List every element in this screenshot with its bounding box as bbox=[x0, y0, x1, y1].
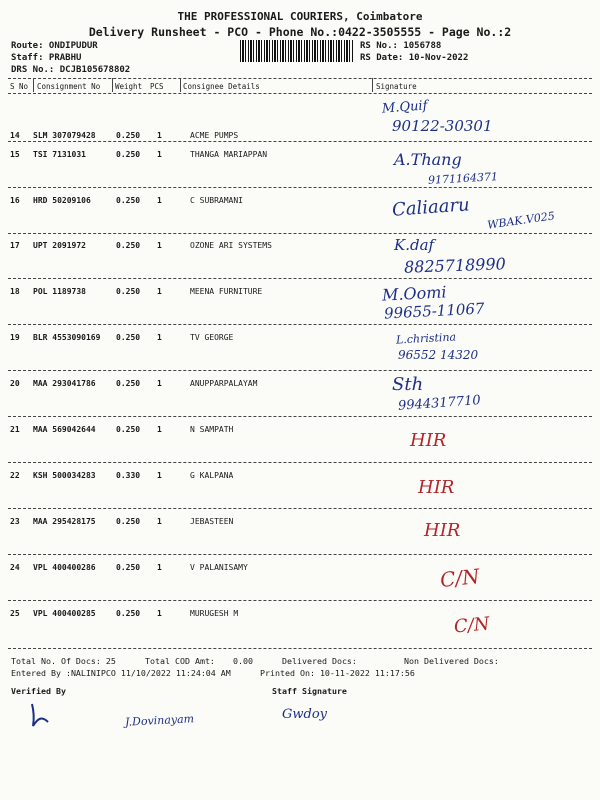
row-pcs: 1 bbox=[157, 131, 162, 140]
row-consignment: VPL 400400286 bbox=[33, 563, 96, 572]
verifier-signature: J.Dovinayam bbox=[124, 712, 195, 729]
document-subtitle: Delivery Runsheet - PCO - Phone No.:0422-3505555 - Page No.:2 bbox=[88, 25, 512, 39]
row-22-remark: HIR bbox=[418, 477, 455, 498]
table-row bbox=[0, 563, 600, 609]
row-consignee: V PALANISAMY bbox=[190, 563, 248, 572]
row-sno: 18 bbox=[10, 287, 20, 296]
row-pcs: 1 bbox=[157, 425, 162, 434]
document-title: THE PROFESSIONAL COURIERS, Coimbatore bbox=[177, 10, 423, 23]
row-14-signature: M.Quif bbox=[381, 98, 428, 117]
row-consignee: THANGA MARIAPPAN bbox=[190, 150, 268, 159]
staff-label: Staff: PRABHU bbox=[11, 53, 82, 63]
row-pcs: 1 bbox=[157, 333, 162, 342]
row-sno: 15 bbox=[10, 150, 20, 159]
row-16-phone: WBAK.V025 bbox=[486, 209, 556, 232]
row-18-signature: M.Oomi bbox=[381, 282, 447, 305]
entered-by: Entered By :NALINIPCO 11/10/2022 11:24:04 AM bbox=[11, 668, 231, 678]
row-sno: 16 bbox=[10, 196, 20, 205]
table-row bbox=[0, 517, 600, 563]
row-weight: 0.250 bbox=[116, 425, 141, 434]
col-signature: Signature bbox=[376, 82, 417, 91]
row-weight: 0.250 bbox=[116, 150, 141, 159]
row-sno: 23 bbox=[10, 517, 20, 526]
col-sno: S No bbox=[10, 82, 29, 91]
header-bottom-rule bbox=[8, 93, 592, 94]
cod-value: 0.00 bbox=[233, 656, 253, 666]
row-consignee: N SAMPATH bbox=[190, 425, 234, 434]
staff-signature-label: Staff Signature bbox=[272, 686, 347, 696]
row-sno: 21 bbox=[10, 425, 20, 434]
row-consignee: MURUGESH M bbox=[190, 609, 239, 618]
row-pcs: 1 bbox=[157, 287, 162, 296]
printed-on: Printed On: 10-11-2022 11:17:56 bbox=[260, 668, 415, 678]
row-consignee: ACME PUMPS bbox=[190, 131, 239, 140]
row-consignee: ANUPPARPALAYAM bbox=[190, 379, 258, 388]
row-weight: 0.250 bbox=[116, 241, 141, 250]
row-19-phone: 96552 14320 bbox=[398, 348, 479, 362]
rs-number: RS No.: 1056788 bbox=[360, 41, 442, 51]
row-pcs: 1 bbox=[157, 609, 162, 618]
row-sno: 14 bbox=[10, 131, 20, 140]
col-pcs: PCS bbox=[150, 82, 164, 91]
row-consignment: MAA 295428175 bbox=[33, 517, 96, 526]
row-consignment: VPL 400400285 bbox=[33, 609, 96, 618]
row-consignee: TV GEORGE bbox=[190, 333, 234, 342]
verified-by-label: Verified By bbox=[11, 686, 66, 696]
row-weight: 0.250 bbox=[116, 196, 141, 205]
row-20-phone: 9944317710 bbox=[397, 393, 482, 414]
delivered-docs: Delivered Docs: bbox=[282, 656, 357, 666]
verifier-initial-signature bbox=[26, 700, 56, 728]
row-weight: 0.250 bbox=[116, 287, 141, 296]
total-docs: Total No. Of Docs: 25 bbox=[11, 656, 116, 666]
table-row bbox=[0, 333, 600, 379]
row-consignment: KSH 500034283 bbox=[33, 471, 96, 480]
row-weight: 0.250 bbox=[116, 563, 141, 572]
row-sno: 24 bbox=[10, 563, 20, 572]
row-sno: 20 bbox=[10, 379, 20, 388]
row-weight: 0.250 bbox=[116, 609, 141, 618]
row-weight: 0.250 bbox=[116, 379, 141, 388]
row-consignment: SLM 307079428 bbox=[33, 131, 96, 140]
row-pcs: 1 bbox=[157, 379, 162, 388]
drs-number: DRS No.: DCJB105678802 bbox=[11, 65, 131, 75]
row-pcs: 1 bbox=[157, 196, 162, 205]
table-row bbox=[0, 287, 600, 333]
table-bottom-rule bbox=[8, 648, 592, 649]
row-consignment: TSI 7131031 bbox=[33, 150, 86, 159]
row-16-signature: Caliaaru bbox=[391, 194, 471, 221]
row-25-remark: C/N bbox=[453, 613, 491, 638]
row-weight: 0.250 bbox=[116, 517, 141, 526]
row-14-phone: 90122-30301 bbox=[392, 117, 493, 135]
row-sno: 22 bbox=[10, 471, 20, 480]
row-23-remark: HIR bbox=[424, 520, 461, 541]
non-delivered-docs: Non Delivered Docs: bbox=[404, 656, 499, 666]
row-consignment: MAA 293041786 bbox=[33, 379, 96, 388]
barcode-image bbox=[240, 40, 353, 62]
row-consignment: UPT 2091972 bbox=[33, 241, 86, 250]
row-24-remark: C/N bbox=[438, 563, 481, 593]
row-17-phone: 8825718990 bbox=[403, 254, 507, 277]
row-pcs: 1 bbox=[157, 241, 162, 250]
row-19-signature: L.christina bbox=[395, 330, 457, 347]
row-15-phone: 9171164371 bbox=[427, 170, 499, 187]
row-weight: 0.250 bbox=[116, 333, 141, 342]
row-pcs: 1 bbox=[157, 471, 162, 480]
row-21-remark: HIR bbox=[410, 430, 447, 451]
row-consignee: MEENA FURNITURE bbox=[190, 287, 263, 296]
row-sno: 19 bbox=[10, 333, 20, 342]
row-20-signature: Sth bbox=[392, 374, 424, 395]
rs-date: RS Date: 10-Nov-2022 bbox=[360, 53, 469, 63]
row-18-phone: 99655-11067 bbox=[383, 299, 485, 323]
col-consignment: Consignment No bbox=[37, 82, 101, 91]
staff-signature: Gwdoy bbox=[282, 707, 328, 722]
row-consignment: BLR 4553090169 bbox=[33, 333, 101, 342]
row-pcs: 1 bbox=[157, 517, 162, 526]
row-17-signature: K.daf bbox=[394, 236, 435, 254]
table-row bbox=[0, 425, 600, 471]
row-consignee: JEBASTEEN bbox=[190, 517, 234, 526]
row-consignment: MAA 569042644 bbox=[33, 425, 96, 434]
table-row bbox=[0, 471, 600, 517]
col-weight: Weight bbox=[115, 82, 143, 91]
row-consignee: C SUBRAMANI bbox=[190, 196, 243, 205]
table-row bbox=[0, 150, 600, 196]
col-consignee: Consignee Details bbox=[183, 82, 260, 91]
row-consignee: OZONE ARI SYSTEMS bbox=[190, 241, 272, 250]
table-row bbox=[0, 379, 600, 425]
row-sno: 25 bbox=[10, 609, 20, 618]
row-sno: 17 bbox=[10, 241, 20, 250]
row-consignment: HRD 50209106 bbox=[33, 196, 91, 205]
route-label: Route: ONDIPUDUR bbox=[11, 41, 98, 51]
header-top-rule bbox=[8, 78, 592, 79]
row-weight: 0.330 bbox=[116, 471, 141, 480]
row-weight: 0.250 bbox=[116, 131, 141, 140]
cod-label: Total COD Amt: bbox=[145, 656, 215, 666]
table-row bbox=[0, 241, 600, 287]
row-consignment: POL 1189738 bbox=[33, 287, 86, 296]
row-pcs: 1 bbox=[157, 150, 162, 159]
row-15-signature: A.Thang bbox=[394, 150, 462, 169]
row-consignee: G KALPANA bbox=[190, 471, 234, 480]
row-pcs: 1 bbox=[157, 563, 162, 572]
